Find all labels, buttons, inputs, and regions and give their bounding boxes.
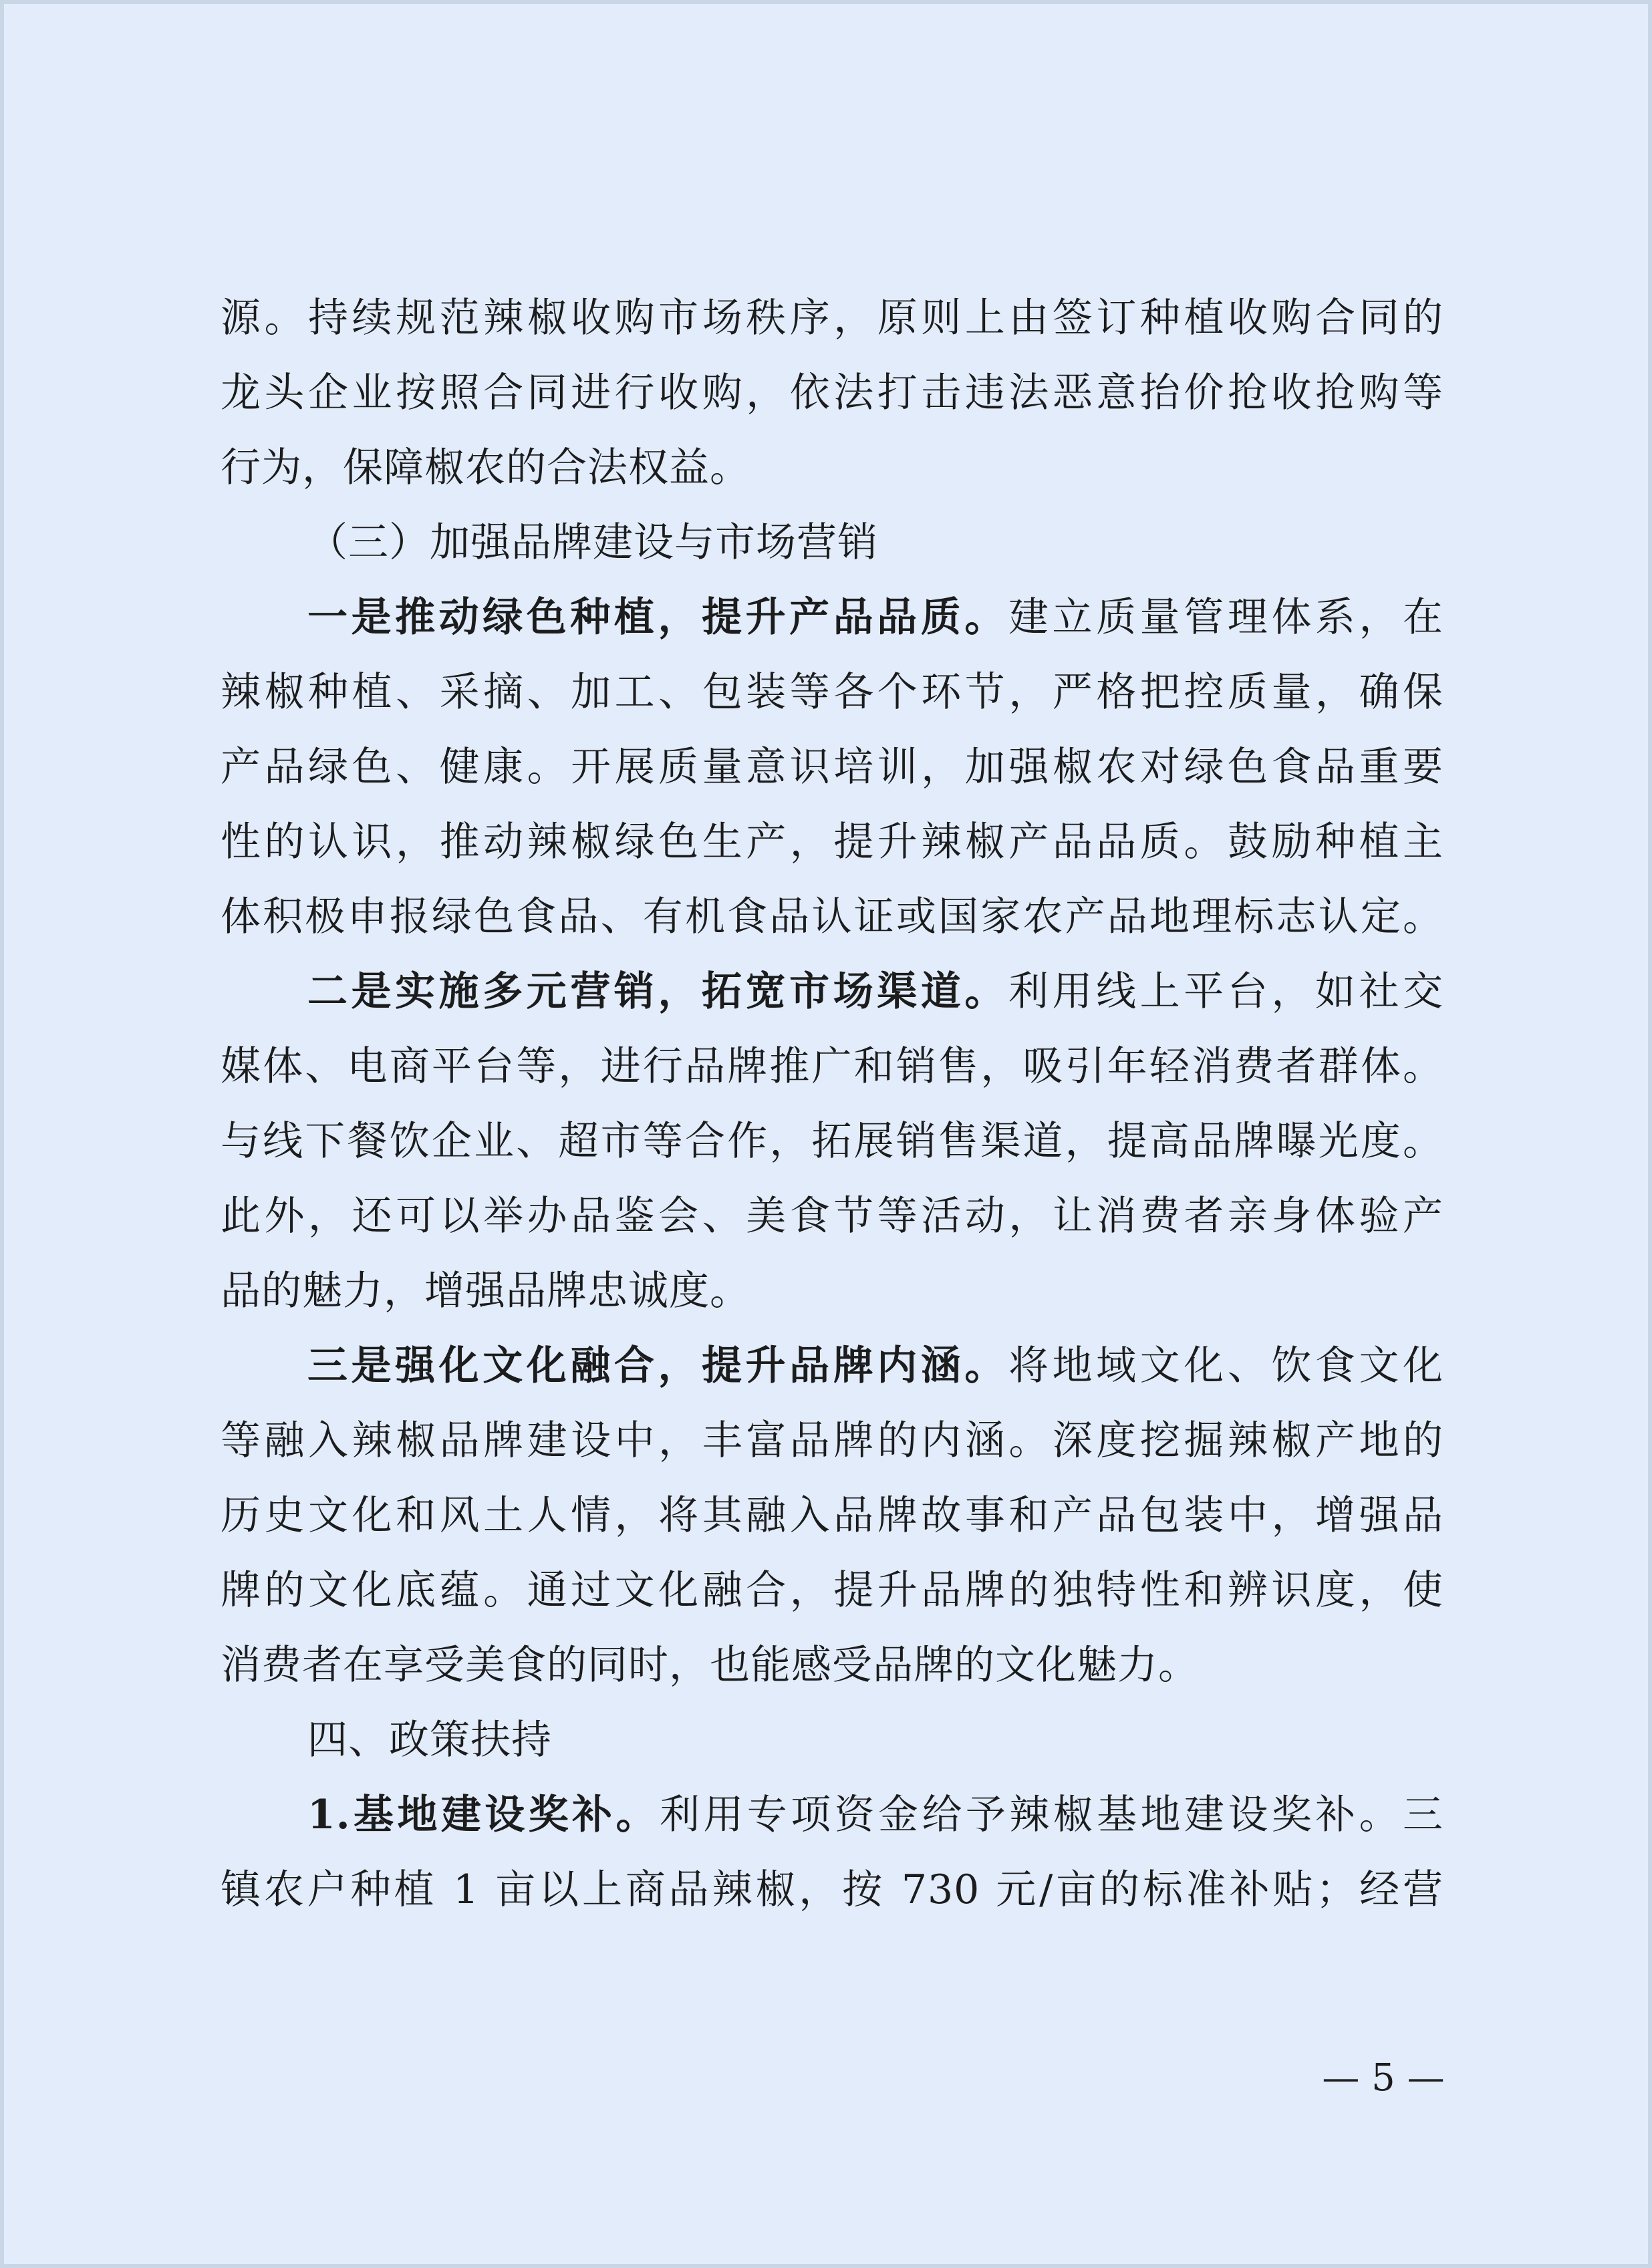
text-line [221, 1778, 1443, 1852]
text-line [221, 1703, 1443, 1778]
lead-heading: 三是强化文化融合，提升品牌内涵。 [307, 1342, 1008, 1389]
text-line [221, 1328, 1443, 1403]
text-line [221, 1852, 1443, 1927]
text-line [221, 954, 1443, 1029]
text-line [221, 1403, 1443, 1478]
line-text: 源。持续规范辣椒收购市场秩序，原则上由签订种植收购合同的 [221, 295, 1443, 341]
text-line [221, 1254, 1443, 1328]
line-text: 产品绿色、健康。开展质量意识培训，加强椒农对绿色食品重要 [221, 744, 1443, 791]
line-text: 消费者在享受美食的同时，也能感受品牌的文化魅力。 [221, 1642, 1199, 1689]
line-text: 性的认识，推动辣椒绿色生产，提升辣椒产品品质。鼓励种植主 [221, 819, 1443, 865]
line-text: 行为，保障椒农的合法权益。 [221, 444, 750, 491]
page-number: — 5 — [1322, 2056, 1445, 2100]
text-line [221, 1179, 1443, 1254]
line-text: 辣椒种植、采摘、加工、包装等各个环节，严格把控质量，确保 [221, 669, 1443, 716]
line-text: 将地域文化、饮食文化 [1008, 1342, 1443, 1389]
text-line [221, 655, 1443, 730]
text-line [221, 1553, 1443, 1628]
line-text: 品的魅力，增强品牌忠诚度。 [221, 1268, 750, 1314]
line-text: 媒体、电商平台等，进行品牌推广和销售，吸引年轻消费者群体。 [221, 1043, 1443, 1090]
text-line [221, 356, 1443, 430]
line-text: 牌的文化底蕴。通过文化融合，提升品牌的独特性和辨识度，使 [221, 1567, 1443, 1614]
line-text: 建立质量管理体系，在 [1008, 594, 1443, 641]
text-line [221, 1104, 1443, 1179]
text-line [221, 805, 1443, 879]
line-text: 历史文化和风土人情，将其融入品牌故事和产品包装中，增强品 [221, 1492, 1443, 1539]
line-text: 四、政策扶持 [307, 1717, 552, 1763]
text-line [221, 879, 1443, 954]
text-line [221, 1029, 1443, 1104]
text-line [221, 430, 1443, 505]
line-text: 龙头企业按照合同进行收购，依法打击违法恶意抬价抢收抢购等 [221, 370, 1443, 416]
lead-heading: 1.基地建设奖补。 [307, 1792, 660, 1838]
line-text: 与线下餐饮企业、超市等合作，拓展销售渠道，提高品牌曝光度。 [221, 1118, 1443, 1165]
document-body [221, 281, 1443, 1927]
line-text: 镇农户种植 1 亩以上商品辣椒，按 730 元/亩的标准补贴；经营 [221, 1866, 1443, 1913]
lead-heading: 二是实施多元营销，拓宽市场渠道。 [307, 968, 1008, 1015]
text-line [221, 505, 1443, 580]
line-text: 此外，还可以举办品鉴会、美食节等活动，让消费者亲身体验产 [221, 1193, 1443, 1240]
line-text: 利用线上平台，如社交 [1008, 968, 1443, 1015]
text-line [221, 1478, 1443, 1553]
lead-heading: 一是推动绿色种植，提升产品品质。 [307, 594, 1008, 641]
text-line [221, 580, 1443, 655]
text-line [221, 730, 1443, 805]
line-text: 利用专项资金给予辣椒基地建设奖补。三 [659, 1792, 1443, 1838]
text-line [221, 1628, 1443, 1703]
line-text: 等融入辣椒品牌建设中，丰富品牌的内涵。深度挖掘辣椒产地的 [221, 1417, 1443, 1464]
text-line [221, 281, 1443, 356]
line-text: 体积极申报绿色食品、有机食品认证或国家农产品地理标志认定。 [221, 893, 1443, 940]
line-text: （三）加强品牌建设与市场营销 [307, 519, 878, 566]
